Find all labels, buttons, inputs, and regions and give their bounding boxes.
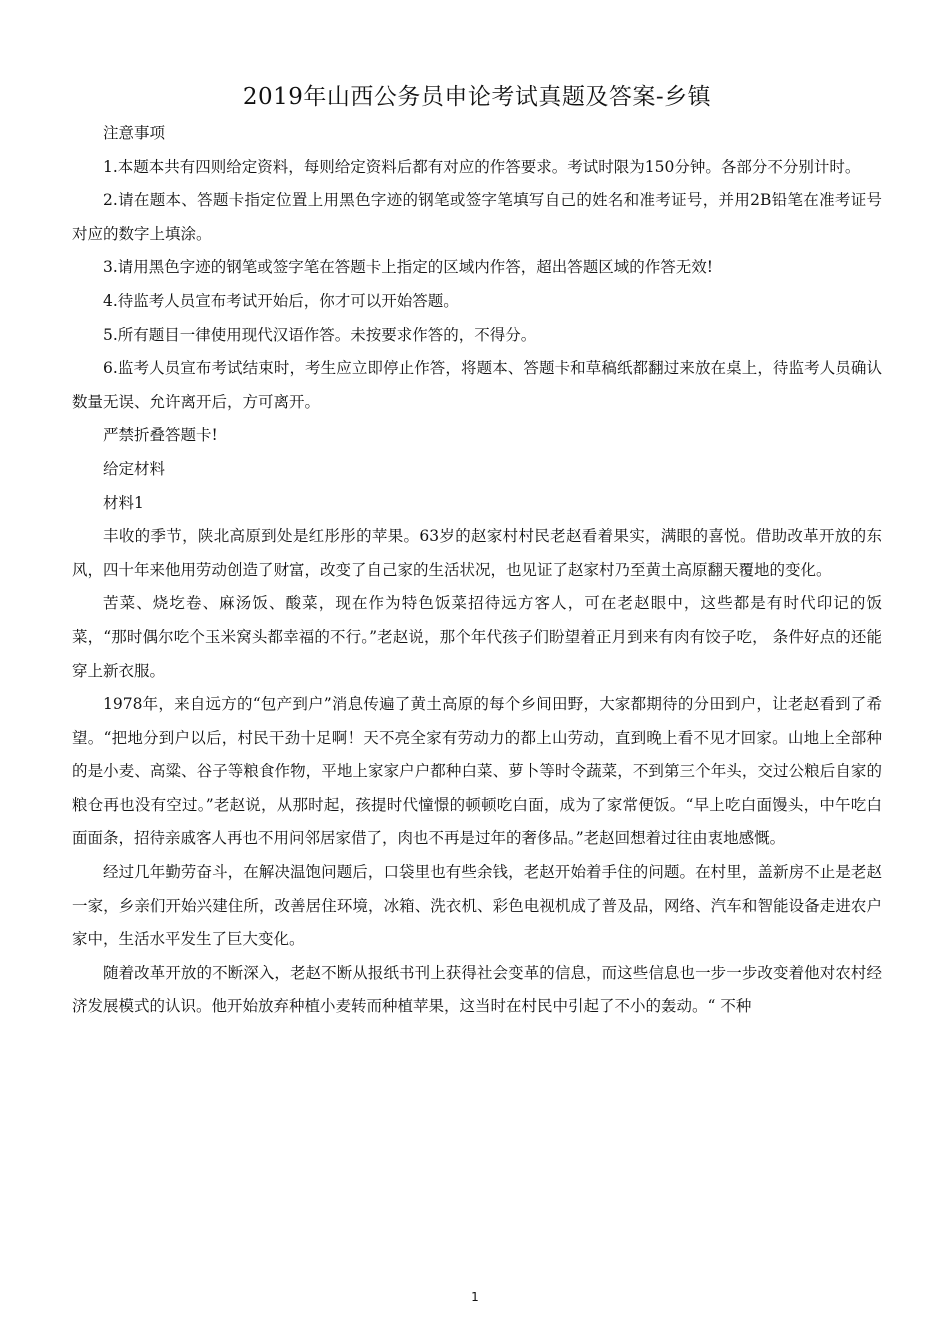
paragraph-body: 丰收的季节，陕北高原到处是红彤彤的苹果。63岁的赵家村村民老赵看着果实，满眼的喜悦。借助改革开放的东风，四十年来他用劳动创造了财富，改变了自己家的生活状况，也见证了赵家村乃至黄土高原翻天覆地的变化。 xyxy=(72,527,882,579)
paragraph-body: 随着改革开放的不断深入，老赵不断从报纸书刊上获得社会变革的信息，而这些信息也一步一步改变着他对农村经济发展模式的认识。他开始放弃种植小麦转而种植苹果，这当时在村民中引起了不小的轰动。“ 不种 xyxy=(72,963,882,1016)
paragraph-rule-4: 4.待监考人员宣布考试开始后，你才可以开始答题。 xyxy=(103,291,459,310)
paragraph-material-heading: 材料1 xyxy=(103,493,144,512)
paragraph-body: 1978年，来自远方的“包产到户”消息传遍了黄土高原的每个乡间田野，大家都期待的分田到户，让老赵看到了希望。“把地分到户以后，村民干劲十足啊！天不亮全家有劳动力的都上山劳动，直到晚上看不见才回家。山地上全部种的是小麦、高粱、谷子等粮食作物，平地上家家户户都种白菜、萝卜等时令蔬菜，不到第三个年头，交过公粮后自家的粮仓再也没有空过。”老赵说，从那时起，孩提时代憧憬的顿顿吃白面，成为了家常便饭。“早上吃白面馒头，中午吃白面面条，招待亲戚客人再也不用问邻居家借了，肉也不再是过年的奢侈品。”老赵回想着过往由衷地感慨。 xyxy=(72,695,882,848)
paragraph-body: 经过几年勤劳奋斗，在解决温饱问题后，口袋里也有些余钱，老赵开始着手住的问题。在村里，盖新房不止是老赵一家，乡亲们开始兴建住所，改善居住环境，冰箱、洗衣机、彩色电视机成了普及品，网络、汽车和智能设备走进农户家中，生活水平发生了巨大变化。 xyxy=(72,863,882,949)
paragraph-rule-2: 2.请在题本、答题卡指定位置上用黑色字迹的钢笔或签字笔填写自己的姓名和准考证号，并用2B铅笔在准考证号对应的数字上填涂。 xyxy=(72,191,882,243)
paragraph-rule-3: 3.请用黑色字迹的钢笔或签字笔在答题卡上指定的区域内作答，超出答题区域的作答无效! xyxy=(103,258,714,277)
paragraph-warning: 严禁折叠答题卡! xyxy=(103,426,218,445)
paragraph-section-heading: 给定材料 xyxy=(103,459,166,478)
document-body xyxy=(72,117,882,1024)
paragraph-rule-5: 5.所有题目一律使用现代汉语作答。未按要求作答的，不得分。 xyxy=(103,325,537,344)
paragraph-rule-1: 1.本题本共有四则给定资料，每则给定资料后都有对应的作答要求。考试时限为150分钟。各部分不分别计时。 xyxy=(103,157,861,176)
document-title: 2019年山西公务员申论考试真题及答案-乡镇 xyxy=(242,84,712,110)
document-page xyxy=(72,0,882,1344)
page-number: 1 xyxy=(471,1290,479,1304)
paragraph-rule-6: 6.监考人员宣布考试结束时，考生应立即停止作答，将题本、答题卡和草稿纸都翻过来放在桌上，待监考人员确认数量无误、允许离开后，方可离开。 xyxy=(72,359,882,411)
paragraph-notice-heading: 注意事项 xyxy=(103,124,166,142)
paragraph-body: 苦菜、烧圪卷、麻汤饭、酸菜，现在作为特色饭菜招待远方客人，可在老赵眼中，这些都是有时代印记的饭菜，“那时偶尔吃个玉米窝头都幸福的不行。”老赵说，那个年代孩子们盼望着正月到来有肉有饺子吃， 条件好点的还能穿上新衣服。 xyxy=(72,594,882,680)
